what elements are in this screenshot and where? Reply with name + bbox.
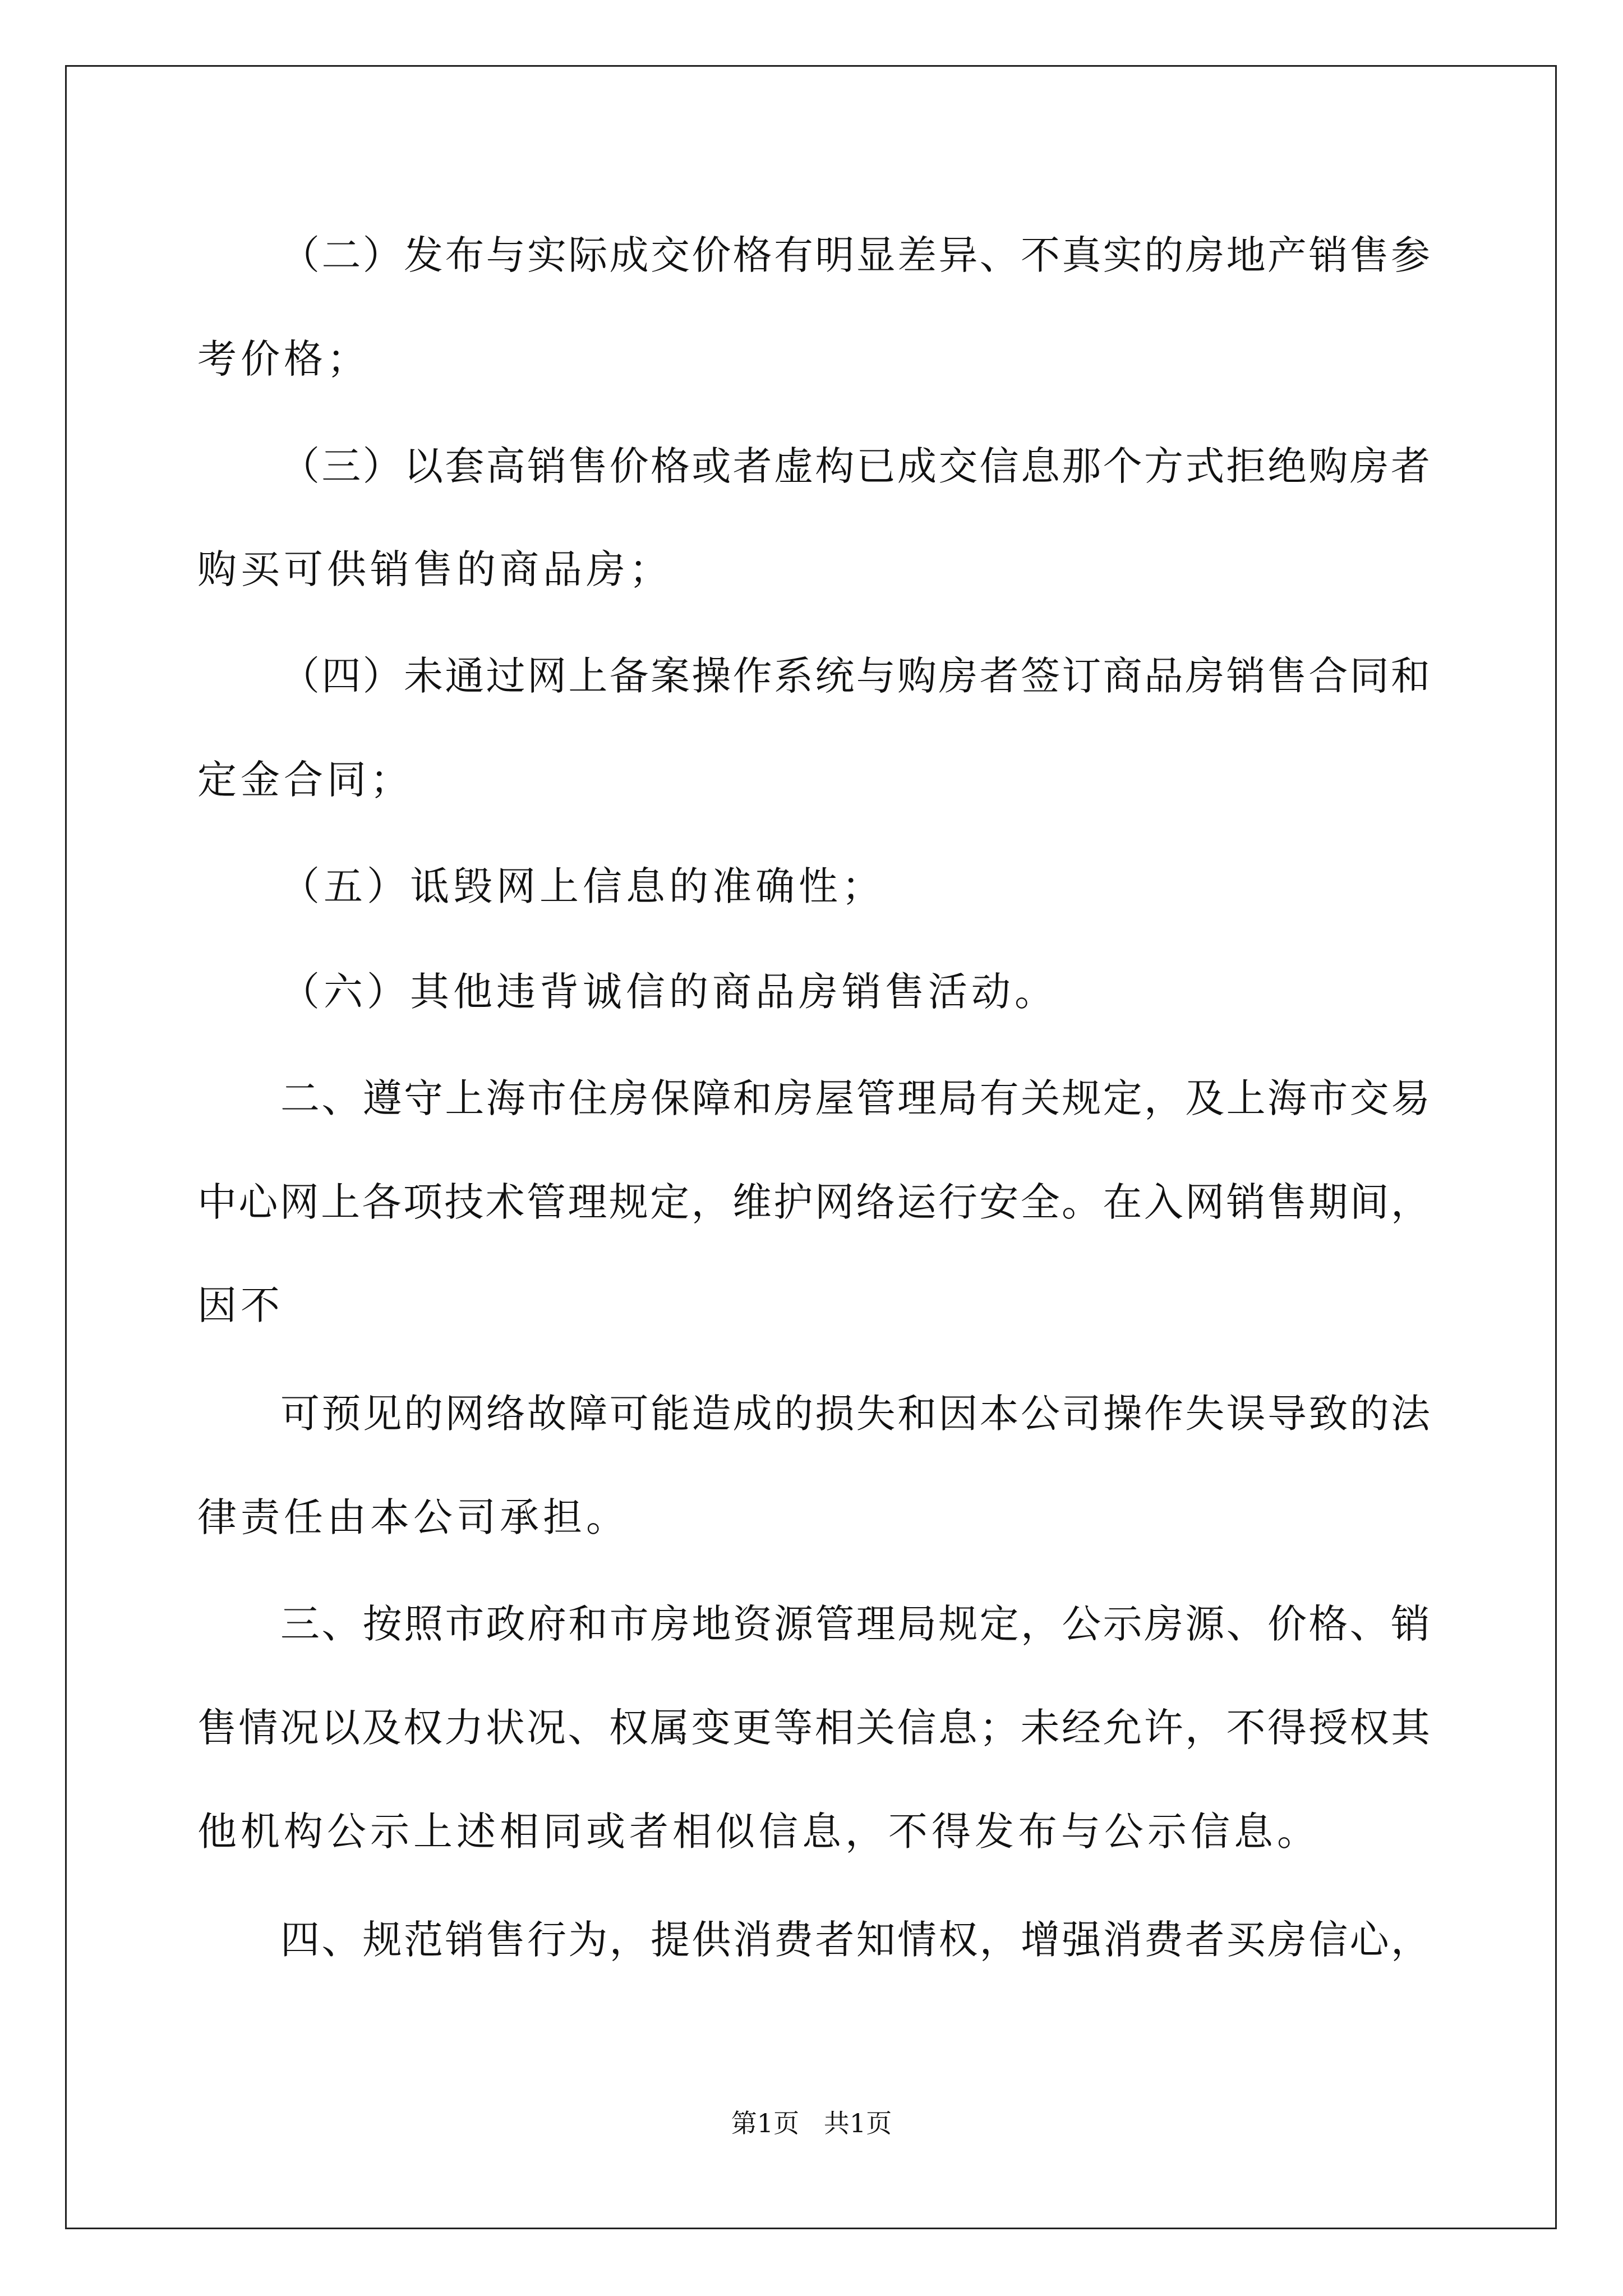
text-line: 二、遵守上海市住房保障和房屋管理局有关规定，及上海市交易: [280, 1075, 1430, 1121]
page-border: [65, 65, 1557, 2229]
text-line: 他机构公示上述相同或者相似信息，不得发布与公示信息。: [197, 1809, 1320, 1855]
text-line: （四）未通过网上备案操作系统与购房者签订商品房销售合同和: [280, 653, 1430, 699]
text-line: 定金合同；: [197, 757, 413, 803]
text-line: （五）诋毁网上信息的准确性；: [280, 863, 885, 909]
text-line: 因不: [197, 1282, 284, 1328]
text-line: 可预见的网络故障可能造成的损失和因本公司操作失误导致的法: [280, 1391, 1430, 1437]
text-line: 中心网上各项技术管理规定，维护网络运行安全。在入网销售期间，: [197, 1179, 1430, 1225]
text-line: 四、规范销售行为，提供消费者知情权，增强消费者买房信心，: [280, 1917, 1430, 1963]
text-line: （六）其他违背诚信的商品房销售活动。: [280, 969, 1058, 1015]
text-line: 考价格；: [197, 336, 370, 382]
page-footer: 第1页 共1页: [731, 2108, 892, 2138]
text-line: （三）以套高销售价格或者虚构已成交信息那个方式拒绝购房者: [280, 443, 1430, 489]
text-line: 购买可供销售的商品房；: [197, 546, 672, 592]
text-line: （二）发布与实际成交价格有明显差异、不真实的房地产销售参: [280, 232, 1430, 278]
text-line: 三、按照市政府和市房地资源管理局规定，公示房源、价格、销: [280, 1601, 1430, 1647]
text-line: 律责任由本公司承担。: [197, 1494, 629, 1540]
text-line: 售情况以及权力状况、权属变更等相关信息；未经允许，不得授权其: [197, 1705, 1430, 1751]
